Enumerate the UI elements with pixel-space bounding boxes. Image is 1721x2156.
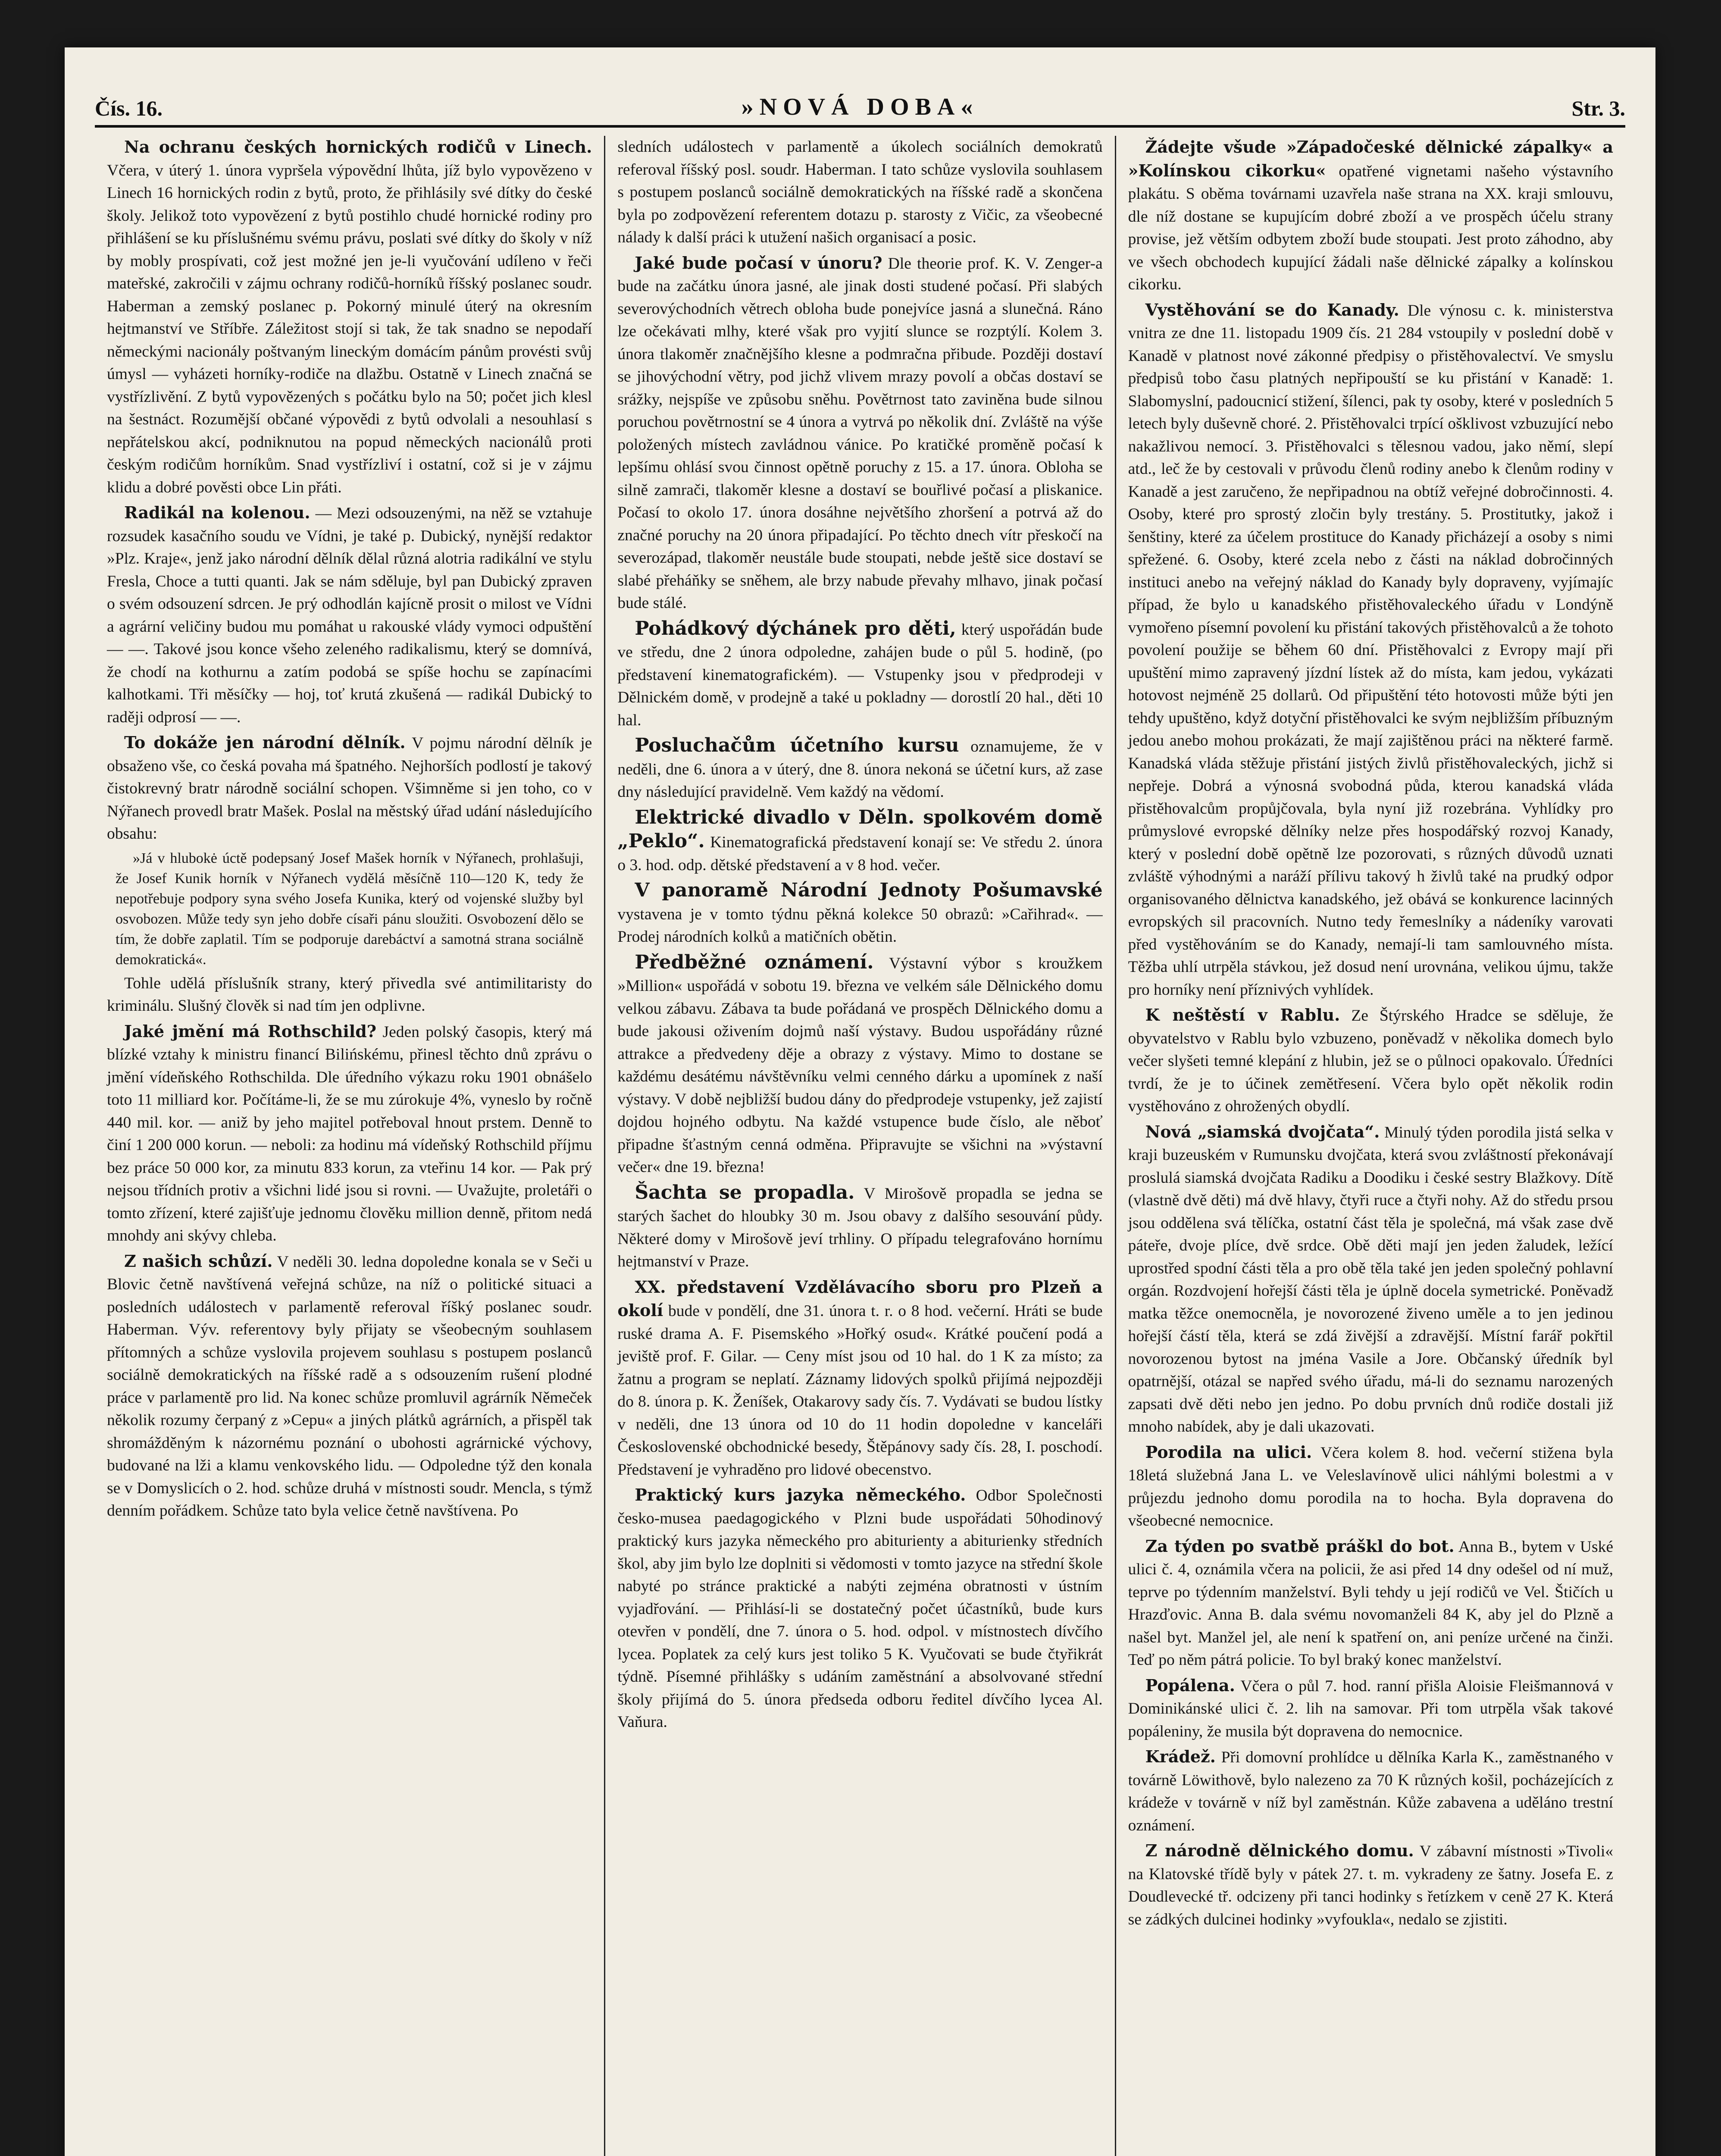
article-text: V neděli 30. ledna dopoledne konala se v Seči u Blovic četně navštívená veřejná schůze, na níž o politické situaci a posledních událostech v parlamentě referoval říšký poslanec soudr. Haberman. Výv. referentovy byly přijaty se všeobecným souhlasem přítomných a schůze vyslovila projevem souhlasu s postupem poslanců sociálně demokratických na říšské radě a s odsouzením rušení plodné práce v parlamentě pro lid. Na konec schůze promluvil agrárník Němeček několik rozumy čerpaný z »Cepu« a jiných plátků agrárních, a přispěl tak shromážděným k názornému poznání o ubohosti agrárnické výchovy, budované na lži a klamu venkovského lidu. — Odpoledne týž den konala se v Domyslicích o 2. hod. schůze druhá v místnosti soudr. Mencla, s týmž denním pořádkem. Schůze tato byla velice četně navštívena. Po [107, 1253, 592, 1520]
article-text: který uspořádán bude ve středu, dne 2 února odpoledne, zahájen bude o půl 5. hodině, (po představení kinematografickém). — Vstupenky jsou v předprodeji v Dělnickém domě, v prodejně a také u pokladny — dorostlí 20 hal., děti 10 hal. [617, 620, 1103, 729]
article [1128, 1441, 1613, 1532]
article-title: Posluchačům účetního kursu [635, 734, 959, 756]
article [617, 252, 1102, 615]
article-text: Kinematografická představení konají se: Ve středu 2. února o 3. hod. odp. dětské představení a v 8 hod. večer. [617, 834, 1103, 874]
page-number: Str. 3. [1571, 96, 1625, 120]
article-title: Šachta se propadla. [635, 1181, 855, 1203]
article-text: Včera, v úterý 1. února vypršela výpovědní lhůta, jíž bylo vypovězeno v Linech 16 hornických rodin z bytů, proto, že přihlásily své dítky do české školy. Jelikož toto vypovězení z bytů postihlo chudé hornické rodiny pro přihlášení se ku příslušnému svému právu, poslati své dítky do školy v níž by mobly prospívati, což jest možné jen je-li vyučování udíleno v řeči mateřské, zakročili v zájmu ochrany rodičů-horníků říšský poslanec soudr. Haberman a zemský poslanec p. Pokorný minulé úterý na okresním hejtmanství ve Stříbře. Záležitost stojí si tak, že tak snadno se nepodaří německými nacionály poštvaným lineckým domácím pánům provésti svůj úmysl — vyházeti horníky-rodiče na dlažbu. Ostatně v Linech značná se vystřízlivění. Z bytů vypovězených s počátku bylo na 50; počet jich klesl na šestnáct. Rozumější občané výpovědi z bytů odvolali a nesouhlasí s nepřátelskou akcí, podniknutou na popud německých nacionálů proti českým rodičům horníkům. Snad vystřízliví i ostatní, což si je v zájmu klidu a dobré pověsti obce Lin přáti. [107, 161, 592, 496]
article-title: Na ochranu českých hornických rodičů v Linech. [124, 137, 592, 157]
article-title: Popálena. [1145, 1675, 1235, 1695]
column-1 [95, 136, 604, 2156]
article-title: Z národně dělnického domu. [1145, 1841, 1414, 1860]
article [1128, 136, 1613, 296]
article-text: vystavena je v tomto týdnu pěkná kolekce 50 obrazů: »Cařihrad«. — Prodej národních kolků a matičních obětin. [617, 905, 1103, 946]
article [1128, 1535, 1613, 1672]
newspaper-page [65, 47, 1655, 2156]
article-title: Jaké bude počasí v únoru? [635, 253, 882, 273]
article-title: Předběžné oznámení. [635, 951, 874, 973]
article-title: Z našich schůzí. [124, 1251, 273, 1271]
article [617, 1484, 1102, 1734]
article-text: — Mezi odsouzenými, na něž se vztahuje rozsudek kasačního soudu ve Vídni, je také p. Dubický, nynější redaktor »Plz. Kraje«, jenž jako národní dělník dělal různá alotria radikální ve stylu Fresla, Choce a tutti quanti. Jak se nám sděluje, byl pan Dubický zpraven o svém odsouzení sdrcen. Je prý odhodlán kajícně prosit o milost ve Vídni a agrární veličiny budou mu pomáhat u rakouské vlády vymoci odpuštění — —. Takové jsou konce všeho zeleného radikalismu, který se domnívá, že chodí na kothurnu a zatím podobá se spíše hochu se zapínacími kalhotkami. Tři měsíčky — hoj, toť krutá zkušená — radikál Dubický to raději odprosí — —. [107, 505, 592, 726]
article-title: Za týden po svatbě práškl do bot. [1145, 1536, 1455, 1556]
article-continuation: sledních událostech v parlamentě a úkolech sociálních demokratů referoval říšský posl. soudr. Haberman. I tato schůze vyslovila souhlasem s postupem poslanců sociálně demokratických na říšské radě a skončena byla po zodpovězení referentem dotazu p. starosty z Vičic, za všeobecné nálady k další práci k utužení našich organisací a posic. [617, 138, 1103, 246]
article [107, 501, 592, 729]
article [617, 1181, 1102, 1273]
article [617, 617, 1102, 732]
article [617, 806, 1102, 877]
article [1128, 299, 1613, 1002]
article-title: Elektrické divadlo v Děln. spolkovém domě „Peklo“. [617, 806, 1103, 852]
article-title: Pohádkový dýchánek pro děti, [635, 617, 956, 639]
article-text: V pojmu národní dělník je obsaženo vše, co česká povaha má špatného. Nejhorších podlostí je takový čistokrevný bratr národně sociální schopen. Všimněme si jen toho, co v Nýřanech provedl bratr Mašek. Poslal na městský úřad udání následujícího obsahu: [107, 734, 592, 843]
article-text: opatřené vignetami našeho výstavního plakátu. S oběma továrnami uzavřela naše strana na XX. kraji smlouvu, dle níž dostane se kupujícím dobré zboží a ve prospěch účelu strany provise, jež větším odbytem zboží bude stoupati. Jest proto záhodno, aby ve všech obchodech kupující žádali naše dělnické zápalky a kolínskou cikorku. [1128, 162, 1613, 293]
article-title: Nová „siamská dvojčata“. [1145, 1122, 1380, 1141]
article-title: Žádejte všude »Západočeské dělnické zápalky« a »Kolínskou cikorku« [1128, 137, 1613, 180]
article-title: XX. představení Vzdělávacího sboru pro Plzeň a okolí [617, 1277, 1103, 1320]
article [107, 1250, 592, 1523]
article-columns [95, 136, 1625, 2156]
article [1128, 1121, 1613, 1438]
article-title: Jaké jmění má Rothschild? [124, 1021, 377, 1041]
article-title: Porodila na ulici. [1145, 1442, 1312, 1462]
article-text: Ze Štýrského Hradce se sděluje, že obyvatelstvo v Rablu bylo vzbuzeno, poněvadž v několika domech bylo večer slyšeti temné klepání z hlubin, jež se o půlnoci opakovalo. Úředníci tvrdí, že je to účinek zemětřesení. Včera bylo opět několik rodin vystěhováno z ohrožených obydlí. [1128, 1007, 1613, 1115]
article-text: Dle výnosu c. k. ministerstva vnitra ze dne 11. listopadu 1909 čís. 21 284 vstoupily v poslední době v Kanadě v platnost nové zákonné předpisy o přistěhovalectví. Ve smyslu předpisů tobo času platných nepřipouští se ku přistání v Kanadě: 1. Slabomyslní, padoucnicí stižení, šílenci, pak ty osoby, které v posledních 5 letech byly duševně choré. 2. Přistěhovalci trpící ošklivost vzbuzující nebo nakažlivou nemocí. 3. Přistěhovalci s tělesnou vadou, jako němí, slepí atd., leč že by cestovali v průvodu členů rodiny anebo k členům rodiny v Kanadě a jest zaručeno, že nepřipadnou na obtíž veřejné dobročinnosti. 4. Osoby, které pro sprostý zločin byly trestány. 5. Prostitutky, jakož i šenštiny, které za účelem prostituce do Kanady přicházejí a osoby s nimi spřežené. 6. Osoby, které zcela nebo z části na náklad dobročinných instituci anebo na veřejný náklad do Kanady byly dopraveny, vyjímajíc případ, že bylo u kanadského přistěhovaleckého úřadu v Londýně vymořeno písemní povolení ku přistání takových přistěhovalců a že tohoto povolení použije se během 60 dní. Přistěhovalci z Evropy mají při upuštění mimo zapravený jízdní lístek až do místa, kam jedou, vykázati hotovost nejméně 25 dollarů. Od připuštění této hotovosti může býti jen tehdy upuštěno, když dotyční přistěhovalci ke svým nejbližším příbuzným jedou anebo mohou prokázati, že mají zajištěnou práci na některé farmě. Kanadská vláda stěžuje přistání jistých živlů přistěhovaleckých, jichž si nepřeje. Dobrá a výnosná svobodná půda, kterou kanadská vláda přistěhovalcům propůjčovala, byla nyní již rozebrána. Vyhlídky pro průmyslové evropské dělníky nelze přes hospodářský rozvoj Kanady, který v poslední době opětně lze pozorovati, s různých důvodů uznati zvláště výhodnými a naráží přílivu takový h živlů také na prudký odpor organisovaného dělnictva kanadského, jež obává se konkurence lacinných evropských sil pracovních. Nutno tedy řemeslníky a nádeníky varovati před vystěhováním se do Kanady, nemají-li tam samlouvného místa. Těžba uhlí utrpěla stávkou, jež dosud není urovnána, velikou újmu, takže pro horníky není příznivých vyhlídek. [1128, 301, 1613, 999]
article-text: Minulý týden porodila jistá selka v kraji buzeuském v Rumunsku dvojčata, která svou zvláštností překonávají proslulá siamská dvojčata Radiku a Doodiku i české sestry Blažkovy. Dítě (vlastně dvě děti) má dvě hlavy, čtyři ruce a čtyři nohy. Až do středu prsou jsou oddělena svá tělíčka, ostatní část těla je společná, má však zase dvě páteře, dvoje plíce, dvě srdce. Obě děti mají jen jeden žaludek, ležící uprostřed spodní části těla a pro obě těla také jen jeden společný pohlavní orgán. Rozdvojení hořejší části těla je úplně docela symetrické. Poněvadž matka těžce onemocněla, je novorozené živeno uměle a to jen jedinou hořejší částí těla, která se zdá živější a zdravější. Místní farář pokřtil novorozenou bytost na jména Vasile a Jore. Občanský úředník byl opatrnější, otázal se napřed svého úřadu, má-li do seznamu narozených zapsati dvě děti nebo jen jedno. Po dobu prvních dnů rodiče dostali již mnoho nabídek, aby je dali ukazovati. [1128, 1123, 1613, 1435]
column-3 [1115, 136, 1625, 2156]
article-title: K neštěstí v Rablu. [1145, 1005, 1340, 1025]
article-text: V Mirošově propadla se jedna se starých šachet do hloubky 30 m. Jsou obavy z dalšího sesouvání půdy. Některé domy v Mirošově jeví trhliny. O případu telegrafováno hornímu hejtmanství v Praze. [617, 1185, 1103, 1270]
article-title: To dokáže jen národní dělník. [124, 733, 406, 752]
article-text: Odbor Společnosti česko-musea paedagogického v Plzni bude uspořádati 50hodinový praktický kurs jazyka německého pro abiturienty a abiturienky středních škol, aby jim bylo lze doplniti si vědomosti v tomto jazyce na střední škole nabyté po stránce praktické a nabýti zejména obratnosti v ústním vyjadřování. — Přihlásí-li se dostatečný počet účastníků, bude kurs otevřen v pondělí, dne 7. února o 5. hod. odpol. v místnostech dívčího lycea. Poplatek za celý kurs jest toliko 5 K. Vyučovati se bude čtyřikrát týdně. Písemné přihlášky s udáním zaměstnání a absolvované střední školy přijímá do 5. února předseda odboru ředitel dívčího lycea Al. Vaňura. [617, 1487, 1103, 1731]
article-title: V panoramě Národní Jednoty Pošumavské [635, 879, 1103, 901]
article-text: oznamujeme, že v neděli, dne 6. února a v úterý, dne 8. února nekoná se účetní kurs, až zase dny následující pravidelně. Vem každý na vědomí. [617, 738, 1103, 801]
article [617, 734, 1102, 804]
article [107, 1020, 592, 1247]
page-header [95, 86, 1625, 128]
article-text: Včera o půl 7. hod. ranní přišla Aloisie Fleišmannová v Dominikánské ulici č. 2. lih na samovar. Při tom utrpěla však takové popáleniny, že musila být dopravena do nemocnice. [1128, 1677, 1613, 1740]
article-text: Dle theorie prof. K. V. Zenger-a bude na začátku února jasné, ale jinak dosti studené počasí. Při slabých severovýchodních větrech obloha bude ponejvíce jasná a slunečná. Ráno lze očekávati mlhy, které však pro vyjití slunce se rozptýlí. Kolem 3. února tlakoměr značnějšího klesne a podmračna přibude. Později dostaví se jihovýchodní větry, pod jichž vlivem mrazy povolí a občas dostaví se srážky, nejspíše ve způsobu sněhu. Povětrnost tato zaviněna bude silnou poruchou povětrnostní se 4 února a vytrvá po několik dní. Zvláště na výše položených místech zavládnou vánice. Po kratičké proměně počasí k lepšímu ohlásí svou činnost opětně poruchy z 15. a 17. února. Obloha se silně zamrači, tlakoměr klesne a dostaví se bouřlivé počasí a pliskanice. Počasí to okolo 17. února dosáhne největšího zhoršení a potrvá až do značné poruchy na 20 února připadající. Po těchto dnech vítr přeskočí na severozápad, tlakoměr neustále bude stoupati, nebde ještě sice dostaví se slabé přeháňky se sněhem, ale brzy nabude převahy mlhavo, jinak počasí bude stálé. [617, 254, 1103, 612]
article [1128, 1839, 1613, 1931]
article-text: Jeden polský časopis, který má blízké vztahy k ministru financí Bilińskému, přinesl těchto dnů zprávu o jmění vídeňského Rothschilda. Dle úředního výkazu roku 1901 obnášelo toto 11 milliard kor. Počítáme-li, že se mu zúrokuje 4%, vyneslo by ročně 440 mil. kor. — aniž by jeho majitel potřeboval hnout prstem. Denně to činí 1 200 000 korun. — neboli: za hodinu má vídeňský Rothschild příjmu bez práce 50 000 kor, za minutu 833 korun, za vteřinu 14 kor. — Pak prý nejsou třídních protiv a všichni lidé jsou si rovni. — Uvažujte, proletáři o tomto zřízení, které zajišťuje jednomu člověku million denně, přitom nedá mnohdy ani skývy chleba. [107, 1023, 592, 1244]
article-text: V zábavní místnosti »Tivoli« na Klatovské třídě byly v pátek 27. t. m. vykradeny ze šatny. Josefa E. z Doudlevecké tř. odcizeny při tanci hodinky s řetízkem v ceně 27 K. Která se zádkých dulcinei hodinky »vyfoukla«, nedalo se zjistiti. [1128, 1843, 1613, 1928]
issue-number: Čís. 16. [95, 96, 163, 120]
article-title: Krádež. [1145, 1747, 1216, 1766]
article-text: Anna B., bytem v Uské ulici č. 4, oznámila včera na policii, že asi před 14 dny odešel od ní muž, teprve po týdenním manželství. Byli tehdy u její rodičů ve Vel. Štičích u Hrazďovic. Anna B. dala svému novomanželi 84 K, aby jel do Plzně a našel byt. Manžel jel, ale není k spatření on, ani peníze určené na činži. Teď po něm pátrá policie. To byl braký konec manželství. [1128, 1538, 1613, 1669]
article-text: bude v pondělí, dne 31. února t. r. o 8 hod. večerní. Hráti se bude ruské drama A. F. Pisemského »Hořký osud«. Krátké poučení podá a jeviště prof. F. Gilar. — Ceny míst jsou od 10 hal. do 1 K za místo; za žatnu a program se neplatí. Záznamy lidových spolků přijímá nejpozději do 8. února p. K. Ženíšek, Otakarovy sady čís. 7. Vydávati se budou lístky v neděli, dne 13 února od 10 do 11 hodin dopoledne v kanceláři Československé obchodnické besedy, Štěpánovy sady čís. 28, I. poschodí. Představení je vyhraděno pro lidové obecenstvo. [617, 1302, 1103, 1479]
newspaper-title: »NOVÁ DOBA« [741, 94, 979, 120]
article [1128, 1745, 1613, 1837]
article-title: Praktický kurs jazyka německého. [635, 1485, 966, 1504]
article-text: Tohle udělá příslušník strany, který přivedla své antimilitaristy do kriminálu. Slušný člověk si nad tím jen odplivne. [107, 974, 592, 1015]
article [1128, 1004, 1613, 1118]
article [1128, 1674, 1613, 1743]
quoted-letter: »Já v hlubokė úctě podepsaný Josef Mašek horník v Nýřanech, prohlašuji, že Josef Kunik horník v Nýřanech vydělá měsíčně 110—120 K, tedy že nepotřebuje podpory syna svého Josefa Kunika, který od vojenské služby byl osvobozen. Může tedy syn jeho dobře císaři pánu sloužiti. Osvobození dělo se tím, že dobře zaplatil. Tím se podporuje darebáctví a samotná strana sociálně demokratická«. [116, 850, 584, 968]
article-title: Radikál na kolenou. [124, 503, 310, 522]
article-text: Při domovní prohlídce u dělníka Karla K., zaměstnaného v továrně Löwithově, bylo nalezeno za 70 K různých košil, pocházejících z krádeže v továrně v níž byl zaměstnán. Kůže zabavena a uděláno trestní oznámení. [1128, 1749, 1613, 1834]
article [617, 951, 1102, 1179]
article [617, 1276, 1102, 1482]
article [617, 879, 1102, 949]
article [107, 136, 592, 499]
article-text: Výstavní výbor s kroužkem »Million« uspořádá v sobotu 19. března ve velkém sále Dělnického domu velkou zábavu. Zábava ta bude pořádaná ve prospěch Dělnického domu a bude jakousi oživením dojmů naší výstavy. Budou uspořádány různé attrakce a předvedeny děje a obrazy z výstavy. Mimo to dostane se každému desátému návštěvníku velmi cenného dárku a upomínek z naší výstavy. V době nejbližší budou dány do předprodeje vstupenky, jež zajistí dojdou hojného odbytu. Na každé vstupence bude číslo, ale něboť připadne šťastným cenná odměna. Připravujte se všichni na »výstavní večer« dne 19. března! [617, 954, 1103, 1176]
article-text: Včera kolem 8. hod. večerní stižena byla 18letá služebná Jana L. ve Veleslavínově ulici náhlými bolestmi a v průjezdu jednoho domu porodila na to hocha. Byla dopravena do všeobecné nemocnice. [1128, 1444, 1613, 1529]
article-title: Vystěhování se do Kanady. [1145, 300, 1399, 320]
column-2 [604, 136, 1114, 2156]
article [107, 731, 592, 846]
